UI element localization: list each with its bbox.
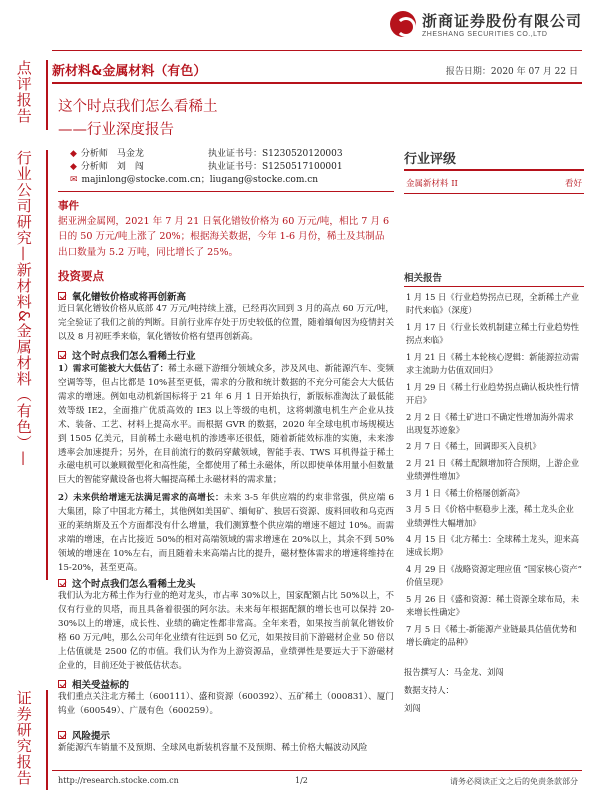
- rating-sector: 金属新材料 II: [406, 179, 458, 189]
- company-name-en: ZHESHANG SECURITIES CO.,LTD: [421, 31, 548, 38]
- side-label-top-text: 点评报告: [14, 60, 33, 124]
- point-heading-4-text: 相关受益标的: [72, 680, 130, 691]
- related-report-item[interactable]: 7 月 5 日《稀土-新能源产业链最具估值优势和增长确定的品种》: [406, 623, 577, 648]
- side-label-middle: [0, 150, 48, 580]
- point-heading-1: [58, 289, 186, 303]
- point-heading-4: [58, 677, 129, 691]
- author-block: [404, 663, 584, 718]
- paragraph-2-body: 稀土永磁下游细分领域众多，涉及风电、新能源汽车、变频空调等等，但占比都是 10%甚至更低，需求的分散和统计数据的不充分可能会大大低估需求的增速。例如电动机新国标将于 21 年 6 月 1 日开始执行，新版标准淘汰了最低能效等级 IE2，全面推广优质高效的 IE3 以上等级的电机，这将刺激电机生产企业从技术、装备、工艺、材料上提高水平。而根据 GVR 的数据，2020 年全球电机市场规模达到 1505 亿美元，目前稀土永磁电机的渗透率还很低，随着新能效标准的实施，未来渗透率会加速提升；另外，在目前流行的数码穿戴领域，智能手表、TWS 耳机得益于稀土永磁电机可以兼顾微型化和高性能，全都使用了稀土永磁体，所以即使单体用量小但数量巨大的智能穿戴设备也将大幅提高稀土永磁材料的需求量；: [58, 364, 394, 486]
- point-paragraph-1: 近日氧化镨钕价格从底部 47 万元/吨持续上涨，已经再次回到 3 月的高点 60 万元/吨，完全验证了我们之前的判断。目前行业库存处于历史较低的位置，随着缅甸因为疫情封关以及 8 月初旺季来临，氧化镨钕价格有望再创新高。: [58, 304, 394, 342]
- bullet-icon: ◆: [70, 162, 77, 173]
- analyst-name: 分析师 刘 闯: [80, 162, 144, 173]
- analyst-row: [58, 148, 394, 161]
- checkbox-icon: [58, 292, 66, 300]
- related-report-item[interactable]: 4 月 15 日《北方稀土：全球稀土龙头，迎来高速成长期》: [406, 534, 580, 558]
- page-number: 1/2: [295, 776, 308, 785]
- report-date: 报告日期：2020 年 07 月 22 日: [445, 67, 578, 77]
- page-title: [58, 96, 218, 142]
- analyst-emails-row: [58, 174, 394, 187]
- side-label-bottom: [0, 690, 48, 790]
- event-heading: 事件: [58, 200, 79, 212]
- rating-grade: 看好: [564, 179, 582, 189]
- bullet-icon: ◆: [70, 149, 77, 159]
- logo-icon: [390, 11, 416, 37]
- company-logo: [390, 10, 582, 38]
- top-divider: [52, 50, 582, 51]
- checkbox-icon: [58, 731, 66, 739]
- related-reports-list: [404, 291, 584, 653]
- related-report-item[interactable]: 1 月 21 日《稀土本轮核心逻辑：新能源拉动需求主流助力估值双回归》: [406, 351, 580, 376]
- title-line-1: 这个时点我们怎么看稀土: [58, 99, 218, 115]
- point-paragraph-6: 新能源汽车销量不及预期、全球风电新装机容量不及预期、稀土价格大幅波动风险: [58, 743, 368, 753]
- footer-divider: [52, 770, 582, 771]
- data-support-name: 刘闯: [404, 703, 421, 713]
- paragraph-3-body: 未来 3-5 年供应端的约束非常强，供应端 6 大集团，除了中国北方稀土，其他例如美国矿、缅甸矿、独居石资源、废料回收和乌克西亚的莱纳斯及五个方面都没有什么增量，我们测算整个供应端的增速不超过 10%。而需求端的增速，在占比接近 50%的相对高端领域的需求增速在 20%以上，其余不到 50%领域的增速在 10%左右，而且随着未来高端占比的提升，磁材整体需求的增速将维持在 15-20%，甚至更高。: [58, 493, 394, 573]
- side-label-top: [0, 60, 48, 130]
- report-authors: 报告撰写人：马金龙、刘闯: [404, 666, 504, 677]
- invest-heading: 投资要点: [58, 269, 104, 283]
- footer-url-link[interactable]: http://research.stocke.com.cn: [58, 776, 179, 785]
- point-heading-2-text: 这个时点我们怎么看稀土行业: [72, 351, 196, 362]
- analyst-license: 执业证书号：S1230520120003: [208, 149, 343, 159]
- point-paragraph-4: 我们认为北方稀土作为行业的绝对龙头，市占率 30%以上，国家配额占比 50%以上，不仅有行业的贝塔，而且具备着很强的阿尔法。未来每年根据配额的增长也可以保持 20-30%以上的增速，成长性、业绩的确定性都非常高。全年来看，如果按当前氧化镨钕价格 60 万元/吨，那么公司年化业绩有往远到 50 亿元，如果按目前下游磁材企业 50 倍以上估值就是 2500 亿的市值。我们认为作为上游资源品，业绩弹性是要远大于下游磁材企业的，目前还处于被低估状态。: [58, 591, 394, 671]
- related-report-item[interactable]: 4 月 29 日《战略资源定理应值 “国家核心资产” 价值呈现》: [406, 563, 582, 588]
- analyst-license: 执业证书号：S1250517100001: [208, 162, 343, 173]
- point-heading-3-text: 这个时点我们怎么看稀土龙头: [72, 579, 196, 590]
- analyst-info: [58, 148, 394, 192]
- title-line-2: ——行业深度报告: [58, 122, 174, 139]
- related-report-item[interactable]: 1 月 15 日《行业趋势拐点已现，全新稀土产业时代来临》（深度）: [406, 292, 580, 316]
- checkbox-icon: [58, 351, 66, 359]
- side-label-bottom-text: 证券研究报告: [14, 690, 33, 786]
- related-reports-heading: 相关报告: [404, 270, 584, 287]
- related-report-item[interactable]: 3 月 1 日《稀土价格屡创新高》: [406, 487, 525, 498]
- category-divider: [52, 82, 582, 84]
- related-report-item[interactable]: 2 月 21 日《稀土配额增加符合预期，上游企业业绩弹性增加》: [406, 457, 580, 482]
- company-name-cn: 浙商证券股份有限公司: [421, 12, 582, 30]
- analyst-row: [58, 161, 394, 174]
- checkbox-icon: [58, 680, 66, 688]
- related-report-item[interactable]: 1 月 29 日《稀土行业趋势拐点确认板块性行情开启》: [406, 381, 580, 406]
- rating-heading: 行业评级: [404, 148, 584, 171]
- logo-text: [422, 10, 582, 38]
- industry-category: 新材料&金属材料（有色）: [52, 64, 207, 79]
- disclaimer-note: 请务必阅读正文之后的免责条款部分: [450, 777, 578, 786]
- mail-icon: ✉: [70, 175, 78, 186]
- point-heading-1-text: 氧化镨钕价格或将再创新高: [72, 292, 187, 303]
- paragraph-2-lead: 1）需求可能被大大低估了：: [58, 364, 169, 374]
- analyst-divider: [58, 191, 394, 192]
- related-report-item[interactable]: 3 月 5 日《价格中枢稳步上涨，稀土龙头企业业绩弹性大幅增加》: [406, 504, 574, 528]
- analyst-name: 分析师 马金龙: [80, 149, 144, 159]
- point-heading-2: [58, 348, 196, 362]
- related-report-item[interactable]: 1 月 17 日《行业长效机制建立稀土行业趋势性拐点来临》: [406, 321, 580, 346]
- point-paragraph-3: [58, 492, 394, 576]
- analyst-emails[interactable]: majinlong@stocke.com.cn；liugang@stocke.com.cn: [81, 175, 319, 186]
- related-report-item[interactable]: 2 月 2 日《稀土矿进口不确定性增加海外需求出现复苏迹象》: [406, 411, 574, 435]
- related-report-item[interactable]: 5 月 26 日《盛和资源：稀土资源全球布局，未来增长性确定》: [406, 593, 580, 618]
- data-support-label: 数据支持人：: [404, 684, 454, 695]
- point-paragraph-5: 我们重点关注北方稀土（600111）、盛和资源（600392）、五矿稀土（000831）、厦门钨业（600549）、广晟有色（600259）。: [58, 692, 394, 716]
- side-label-middle-text: 行业公司研究—新材料&金属材料（有色）—: [14, 150, 33, 467]
- point-heading-5-text: 风险提示: [72, 731, 111, 742]
- related-report-item[interactable]: 2 月 7 日《稀土，回调即买入良机》: [406, 441, 541, 452]
- point-heading-3: [58, 576, 196, 590]
- point-heading-5: [58, 728, 110, 742]
- event-text: 据亚洲金属网，2021 年 7 月 21 日氧化镨钕价格为 60 万元/吨，相比 7 月 6 日的 50 万元/吨上涨了 20%；根据海关数据，今年 1-6 月份，稀土及其制品出口数量为 5.2 万吨，同比增长了 25%。: [58, 216, 390, 258]
- checkbox-icon: [58, 579, 66, 587]
- paragraph-3-lead: 2）未来供给增速无法满足需求的高增长：: [58, 493, 224, 503]
- right-sidebar: [404, 148, 584, 717]
- point-paragraph-2: [58, 363, 394, 488]
- rating-row: [404, 171, 584, 194]
